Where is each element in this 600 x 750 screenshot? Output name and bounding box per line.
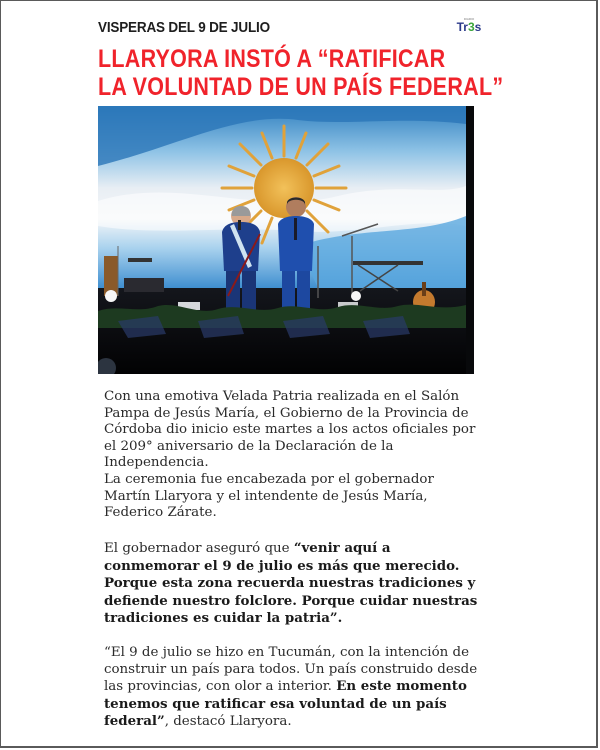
headline-line-2: LA VOLUNTAD DE UN PAÍS FEDERAL” — [98, 73, 504, 101]
paragraph-text: “El 9 de julio se hizo en Tucumán, con la intención de construir un país para todos. Un país construido desde las provincias, con olor a interior. — [104, 645, 478, 695]
attribution-text: , destacó Llaryora. — [164, 714, 292, 730]
quote-text: En este momento tenemos que ratificar esa voluntad de un país federal” — [104, 678, 467, 730]
stage-photo-illustration — [98, 106, 474, 374]
logo-mark — [457, 21, 482, 34]
logo-tagline: DIARIO — [463, 17, 475, 21]
article-paragraph-1 — [104, 389, 484, 472]
tr3s-logo-icon — [451, 15, 487, 37]
paragraph-text: El gobernador aseguró que — [104, 541, 294, 556]
logo-number: 3 — [467, 20, 475, 34]
article-paragraph-4 — [104, 645, 484, 731]
quote-text: “venir aquí a conmemorar el 9 de julio es más que merecido. Porque esta zona recuerda nuestras tradiciones y defiende nuestro folclore. Porque cuidar nuestras tradiciones es cuidar la patria”. — [104, 540, 478, 627]
headline — [98, 45, 528, 101]
paragraph-text: La ceremonia fue encabezada por el gobernador Martín Llaryora y el intendente de Jesús María, Federico Zárate. — [104, 472, 434, 521]
article-photo — [98, 106, 474, 374]
section-kicker: VISPERAS DEL 9 DE JULIO — [98, 19, 270, 36]
article-paragraph-3 — [104, 540, 484, 628]
article-paragraph-2 — [104, 472, 484, 522]
paragraph-text: Con una emotiva Velada Patria realizada en el Salón Pampa de Jesús María, el Gobierno de la Provincia de Córdoba dio inicio este martes a los actos oficiales por el 209° aniversario de la Declaración de la Independencia. — [104, 389, 476, 471]
logo-suffix: s — [474, 20, 482, 34]
headline-line-1: LLARYORA INSTÓ A “RATIFICAR — [98, 45, 446, 73]
logo-prefix: Tr — [456, 20, 468, 34]
